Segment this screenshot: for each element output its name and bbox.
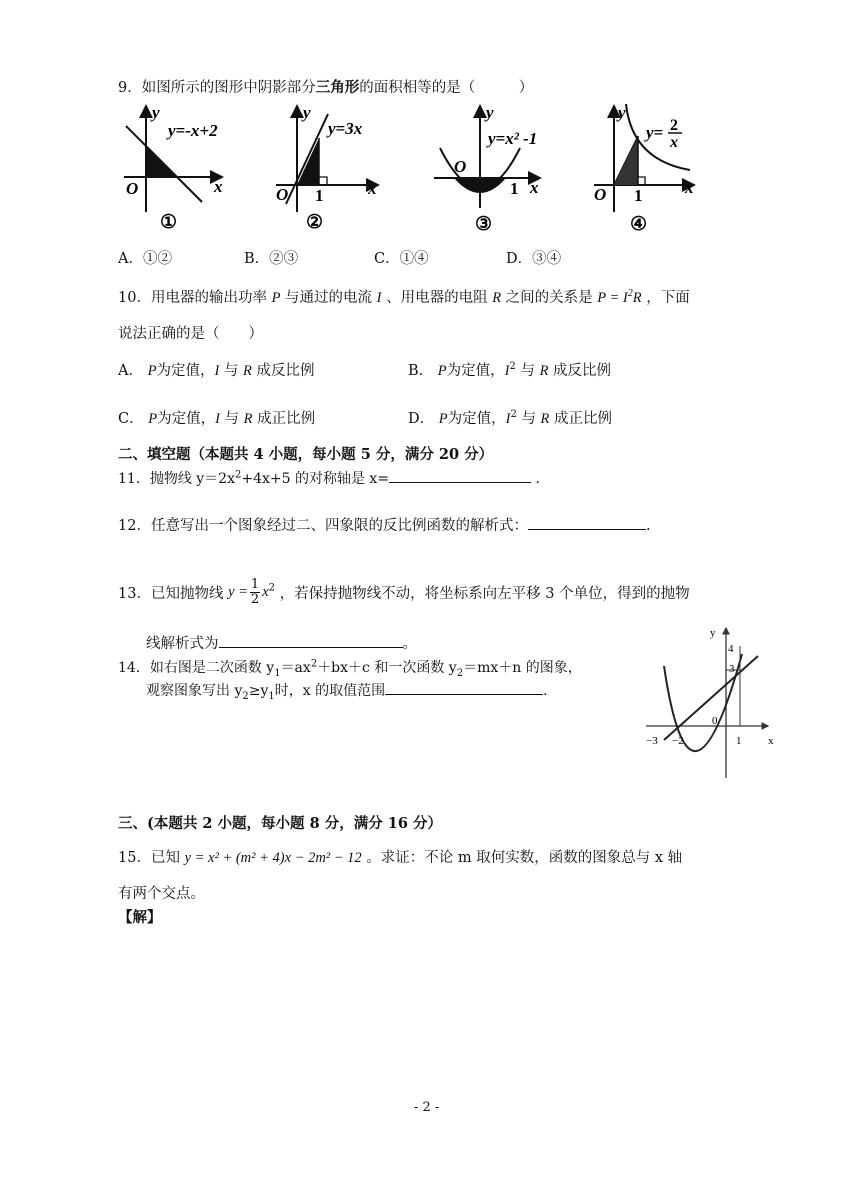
fig3-label: ③ <box>475 214 493 235</box>
var-i: I <box>504 363 510 379</box>
q13-fraction <box>250 578 260 607</box>
q14-text: 观察图象写出 y <box>146 683 243 699</box>
sup-2: 2 <box>268 582 276 594</box>
option-text: 为定值， <box>447 411 506 427</box>
q10-option-d <box>408 407 612 428</box>
axis-y-label: y <box>303 103 311 122</box>
option-text: 为定值， <box>157 411 216 427</box>
option-text: 与 <box>224 411 240 427</box>
axis-x-label: x <box>685 178 694 197</box>
fig2-equation: y=3x <box>328 119 363 138</box>
axis-x-label: x <box>214 177 223 196</box>
var-r: R <box>243 363 252 379</box>
q9-figure-3 <box>430 100 550 240</box>
q12-text: 12．任意写出一个图象经过二、四象限的反比例函数的解析式： <box>118 518 528 534</box>
axis-y-label: y <box>486 103 494 122</box>
q10-option-b <box>408 359 611 380</box>
axis-x-label: x <box>530 178 539 197</box>
q12-answer-blank[interactable] <box>528 515 646 530</box>
section-2-heading: 二、填空题（本题共 4 小题，每小题 5 分，满分 20 分） <box>118 446 494 463</box>
q14-answer-blank[interactable] <box>385 680 543 695</box>
axis-y-label: y <box>618 103 626 122</box>
q10-line1 <box>118 286 690 307</box>
option-text: 成反比例 <box>553 363 612 379</box>
q11 <box>118 468 550 488</box>
origin-label: O <box>276 185 289 204</box>
q14-text: ≥y <box>248 683 269 699</box>
origin-label: O <box>594 185 607 204</box>
graph-tick-4: 4 <box>728 643 734 655</box>
q9-stem-pre: 9．如图所示的图形中阴影部分 <box>118 80 316 96</box>
var-i: I <box>214 363 220 379</box>
var-p: P <box>148 411 158 427</box>
q9-stem <box>118 76 533 97</box>
q10-text: 与通过的电流 <box>285 290 373 306</box>
axis-x-label: x <box>368 179 377 198</box>
q10-text: 、用电器的电阻 <box>386 290 488 306</box>
graph-origin: 0 <box>712 715 718 727</box>
q14-line1 <box>118 657 582 679</box>
section-3-heading: 三、(本题共 2 小题，每小题 8 分，满分 16 分） <box>118 815 443 832</box>
q15-line2: 有两个交点。 <box>118 886 205 902</box>
q11-end: ． <box>535 471 550 487</box>
graph-tick-3: 3 <box>729 663 735 675</box>
q9-figure-1 <box>118 100 233 240</box>
q14-text: ＋bx＋c 和一次函数 y <box>317 660 457 676</box>
q13-text: ，若保持抛物线不动，将坐标系向左平移 3 个单位，得到的抛物 <box>279 586 690 602</box>
fraction-num: 1 <box>250 577 260 592</box>
var-p: P <box>147 363 157 379</box>
q15-answer-label: 【解】 <box>118 909 162 926</box>
option-text: 与 <box>521 411 536 427</box>
sup-2: 2 <box>234 469 242 481</box>
formula-lhs: P = I <box>597 290 628 306</box>
q15-text: 15．已知 <box>118 850 180 866</box>
fig1-label: ① <box>160 212 178 233</box>
formula-sup: 2 <box>627 288 633 300</box>
q15-line1 <box>118 846 682 867</box>
q14-line2 <box>146 680 548 702</box>
q13-answer-blank[interactable] <box>219 633 403 648</box>
var-r: R <box>539 363 549 379</box>
q9-option-c: C．①④ <box>374 251 429 267</box>
option-letter: A． <box>118 363 143 379</box>
option-text: 为定值， <box>446 363 505 379</box>
q9-stem-post: 的面积相等的是（ ） <box>359 80 534 96</box>
option-text: 成反比例 <box>256 363 315 379</box>
option-text: 成正比例 <box>257 411 316 427</box>
q10-text: 之间的关系是 <box>505 290 593 306</box>
q13-text: 13．已知抛物线 <box>118 586 224 602</box>
var-r: R <box>540 411 550 427</box>
q13-y: y = <box>228 584 248 600</box>
option-text: 与 <box>520 363 535 379</box>
fig4-equation-y: y= <box>646 123 664 142</box>
formula-rhs: R <box>632 290 642 306</box>
q9-figure-2 <box>270 100 385 240</box>
var-p: P <box>271 290 281 306</box>
var-p: P <box>437 363 447 379</box>
option-text: 成正比例 <box>554 411 613 427</box>
q9-figure-4 <box>590 100 705 240</box>
q13-text: 线解析式为 <box>146 636 219 652</box>
fig4-equation-den: x <box>670 134 678 151</box>
var-i: I <box>505 411 511 427</box>
q11-answer-blank[interactable] <box>389 468 531 483</box>
graph-tick-neg2: −2 <box>672 735 684 747</box>
sup-2: 2 <box>510 409 517 421</box>
graph-tick-neg3: −3 <box>646 735 658 747</box>
q13-line1 <box>118 578 690 607</box>
q14-text: ＝mx＋n 的图象， <box>463 660 582 676</box>
fig4-label: ④ <box>630 214 648 235</box>
var-i: I <box>376 290 382 306</box>
option-letter: D． <box>408 411 435 427</box>
q10-text: 10．用电器的输出功率 <box>118 290 267 306</box>
q15-formula: y = x² + (m² + 4)x − 2m² − 12 <box>184 850 362 866</box>
q9-option-b: B．②③ <box>244 251 299 267</box>
origin-label: O <box>126 179 139 198</box>
q12-end: . <box>645 518 651 534</box>
q10-formula <box>597 290 641 306</box>
var-r: R <box>243 411 253 427</box>
option-letter: B． <box>408 363 434 379</box>
origin-label: O <box>454 157 467 176</box>
q14-text: 14．如右图是二次函数 y <box>118 660 275 676</box>
fig1-equation: y=-x+2 <box>168 121 218 140</box>
q10-option-c <box>118 407 315 428</box>
q12 <box>118 514 651 535</box>
q14-end: . <box>543 683 548 699</box>
var-p: P <box>438 411 448 427</box>
tick-one-label: 1 <box>315 186 324 205</box>
page-number: - 2 - <box>414 1100 440 1115</box>
q10-option-a <box>118 359 314 380</box>
q15-text: 。求证：不论 m 取何实数，函数的图象总与 x 轴 <box>366 850 683 866</box>
q11-text: +4x+5 的对称轴是 x= <box>241 471 390 487</box>
graph-y-label: y <box>710 627 716 639</box>
q14-text: 时，x 的取值范围 <box>274 683 386 699</box>
sub-1: 1 <box>268 690 275 702</box>
q10-text: ，下面 <box>646 290 690 306</box>
fig2-label: ② <box>306 212 324 233</box>
q11-text: 11．抛物线 y＝2x <box>118 471 235 487</box>
option-text: 与 <box>223 363 239 379</box>
tick-one-label: 1 <box>510 179 519 198</box>
var-i: I <box>215 411 220 427</box>
q9-option-a: A．①② <box>118 251 172 267</box>
q14-graph <box>640 622 785 784</box>
q9-stem-bold: 三角形 <box>315 79 360 96</box>
var-r: R <box>492 290 502 306</box>
option-text: 为定值， <box>156 363 215 379</box>
q10-line2: 说法正确的是（ ） <box>118 326 263 342</box>
q14-text: ＝ax <box>280 660 311 676</box>
graph-tick-1: 1 <box>736 735 742 747</box>
q9-option-d: D．③④ <box>506 251 562 267</box>
fig4-equation-num: 2 <box>670 117 678 134</box>
q13-x: x <box>262 584 269 600</box>
graph-x-label: x <box>768 735 774 747</box>
option-letter: C． <box>118 411 144 427</box>
q13-line2 <box>146 632 417 653</box>
sub-2: 2 <box>456 667 464 679</box>
tick-one-label: 1 <box>634 186 643 205</box>
axis-y-label: y <box>152 103 160 122</box>
fig3-equation: y=x² -1 <box>488 129 538 148</box>
sub-2: 2 <box>242 690 249 702</box>
q13-end: 。 <box>402 636 417 652</box>
sup-2: 2 <box>310 658 318 670</box>
fraction-den: 2 <box>250 592 260 607</box>
sub-1: 1 <box>274 667 281 679</box>
sup-2: 2 <box>509 361 516 373</box>
